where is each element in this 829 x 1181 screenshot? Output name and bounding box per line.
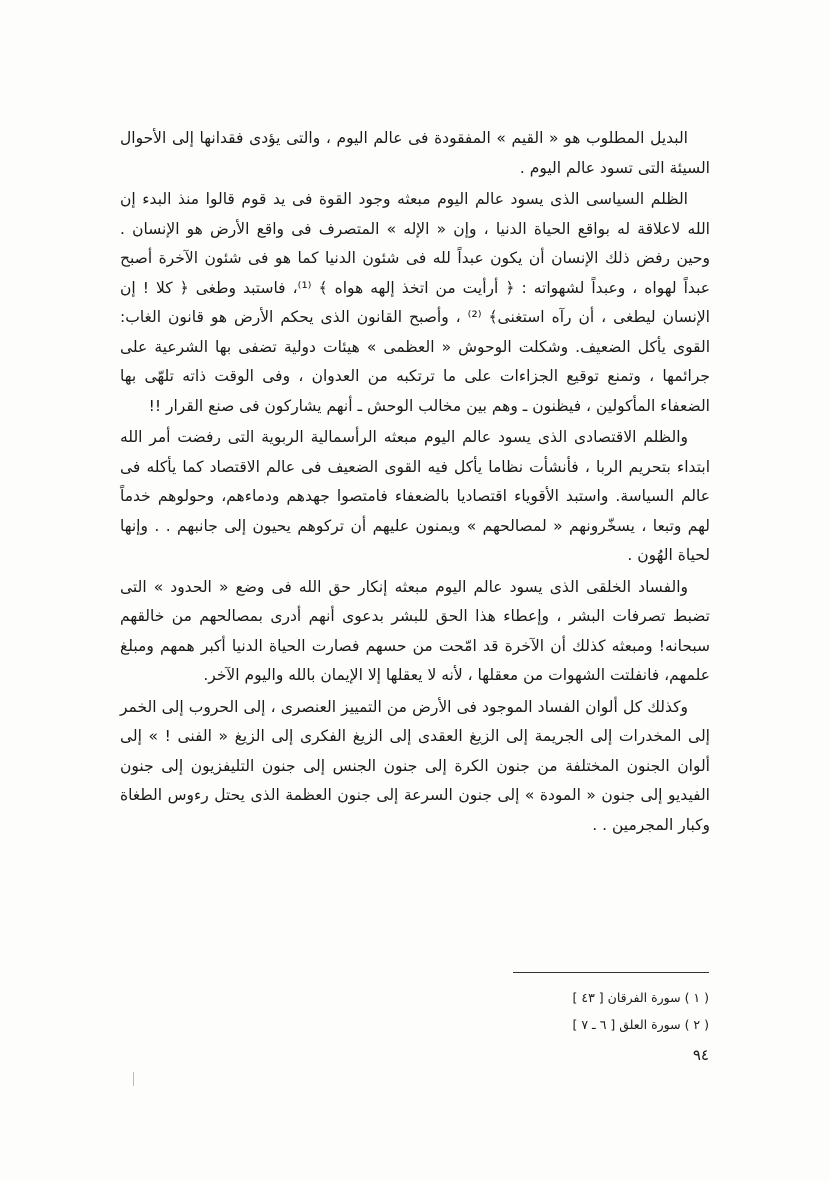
paragraph-1: البديل المطلوب هو « القيم » المفقودة فى عالم اليوم ، والتى يؤدى فقدانها إلى الأحوال السيئة التى تسود عالم اليوم . (120, 129, 710, 177)
margin-mark (133, 1072, 134, 1086)
footnote-2: ( ٢ ) سورة العلق [ ٦ ـ ٧ ] (572, 1017, 709, 1032)
page-number: ٩٤ (692, 1046, 709, 1064)
paragraph-5: وكذلك كل ألوان الفساد الموجود فى الأرض من التمييز العنصرى ، إلى الحروب إلى الخمر إلى المخدرات إلى الجريمة إلى الزيغ العقدى إلى الزيغ الفكرى إلى الزيغ « الفنى ! » إلى ألوان الجنون المختلفة من جنون الكرة إلى جنون الجنس إلى جنون التليفزيون إلى جنون الفيديو إلى جنون « المودة » إلى جنون السرعة إلى جنون العظمة الذى يحتل رءوس الطغاة وكبار المجرمين . . (120, 697, 710, 834)
paragraph-2: الظلم السياسى الذى يسود عالم اليوم مبعثه وجود القوة فى يد قوم قالوا منذ البدء إن الله لاعلاقة له بواقع الحياة الدنيا ، وإن « الإله » المتصرف فى واقع الأرض هو الإنسان . وحين رفض ذلك الإنسان أن يكون عبداً لله فى شئون الدنيا كما هو فى شئون الآخرة أصبح عبداً لهواه ، وعبداً لشهواته : ﴿ أرأيت من اتخذ إلهه هواه ﴾ ⁽¹⁾، فاستبد وطغى ﴿ كلا ! إن الإنسان ليطغى ، أن رآه استغنى﴾ ⁽²⁾ ، وأصبح القانون الذى يحكم الأرض هو قانون الغاب: القوى يأكل الضعيف. وشكلت الوحوش « العظمى » هيئات دولية تضفى بها الشرعية على جرائمها ، وتمنع توقيع الجزاءات على ما ترتكبه من العدوان ، وفى الوقت ذاته تلهّى بها الضعفاء المأكولين ، فيظنون ـ وهم بين مخالب الوحش ـ أنهم يشاركون فى صنع القرار !! (120, 190, 710, 415)
footnote-divider (513, 972, 709, 973)
paragraph-3: والظلم الاقتصادى الذى يسود عالم اليوم مبعثه الرأسمالية الربوية التى رفضت أمر الله ابتداء بتحريم الربا ، فأنشأت نظاما يأكل فيه القوى الضعيف فى عالم الاقتصاد كما يأكله فى عالم السياسة. واستبد الأقوياء اقتصاديا بالضعفاء فامتصوا جهدهم ودماءهم، وحولوهم خدماً لهم وتبعا ، يسخّرونهم « لمصالحهم » ويمنون عليهم أن تركوهم يحيون إلى جانبهم . . وإنها لحياة الهُون . (120, 428, 710, 564)
footnotes (513, 984, 709, 1038)
body-text (120, 124, 710, 842)
paragraph-4: والفساد الخلقى الذى يسود عالم اليوم مبعثه إنكار حق الله فى وضع « الحدود » التى تضبط تصرفات البشر ، وإعطاء هذا الحق للبشر بدعوى أنهم أدرى بمصالحهم من خالقهم سبحانه! ومبعثه كذلك أن الآخرة قد امّحت من حسهم فصارت الحياة الدنيا أكبر همهم ومبلغ علمهم، فانفلتت الشهوات من معقلها ، لأنه لا يعقلها إلا الإيمان بالله واليوم الآخر. (120, 577, 710, 684)
footnote-1: ( ١ ) سورة الفرقان [ ٤٣ ] (572, 990, 709, 1005)
